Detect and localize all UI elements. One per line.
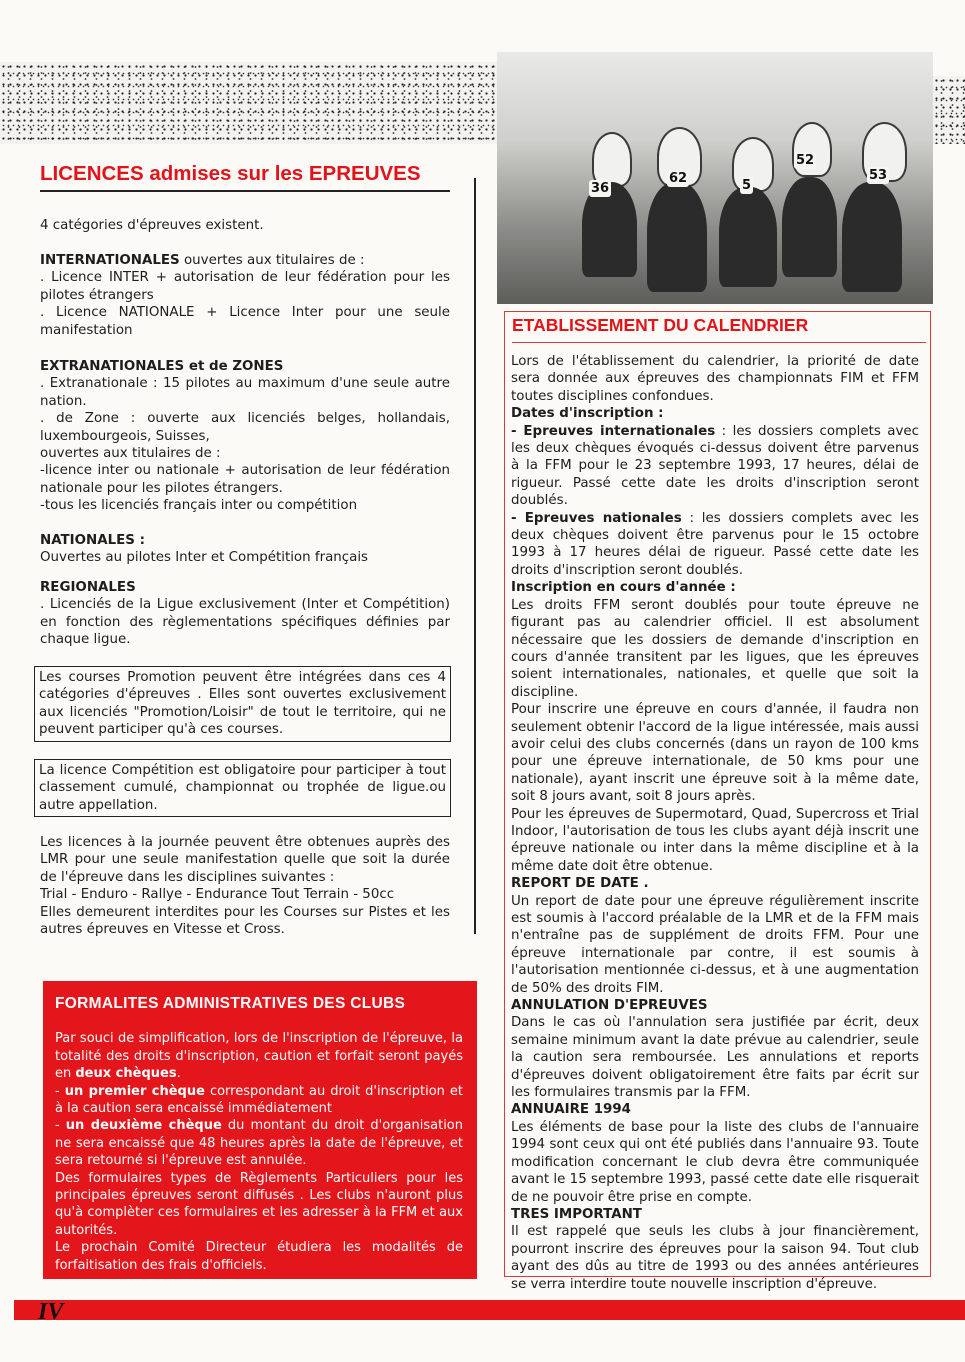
extranationales-line: -licence inter ou nationale + autorisation de leur fédération nationale pour les pilotes étrangers. [40, 463, 450, 496]
calendrier-paragraph: Dans le cas où l'annulation sera justifiée par écrit, deux semaine minimum avant la date prévue au calendrier, seule la caution sera remboursée. Les annulations et reports d'épreuves doivent obligatoirement être faits par écrit sur les formulaires transmis par la FFM. [511, 1015, 919, 1101]
competition-box: La licence Compétition est obligatoire pour participer à tout classement cumulé, championnat ou trophée de ligue.ou autre appellation. [34, 759, 451, 817]
motocross-photo [497, 52, 933, 304]
calendrier-paragraph: Lors de l'établissement du calendrier, la priorité de date sera donnée aux épreuves des championnats FIM et FFM toutes disciplines confondues. [511, 354, 919, 404]
journee-paragraph: Les licences à la journée peuvent être obtenues auprès des LMR pour une seule manifestation quelle que soit la durée de l'épreuve dans les disciplines suivantes : [40, 835, 450, 885]
formalites-text: Des formulaires types de Règlements Particuliers pour les principales épreuves seront diffusés . Les clubs n'auront plus qu'à complèter ces formulaires et les adresser à la FFM et aux autorités. [55, 1170, 463, 1238]
section-nationales [40, 532, 450, 567]
internationales-line: . Licence INTER + autorisation de leur fédération pour les pilotes étrangers [40, 270, 450, 303]
formalites-title: FORMALITES ADMINISTRATIVES DES CLUBS [55, 995, 406, 1012]
internationales-heading: INTERNATIONALES [40, 253, 180, 268]
motorcycle-figure [719, 187, 777, 287]
formalites-text: - [55, 1118, 66, 1134]
calendrier-paragraph: Pour inscrire une épreuve en cours d'année, il faudra non seulement obtenir l'accord de la ligue intéressée, mais aussi avoir celui des clubs concernés (dans un rayon de 100 kms pour une épreuve internationale, de 50 kms pour une nationale), ayant inscrit une épreuve soit à la même date, soit 8 jours avant, soit 8 jours après. [511, 702, 919, 805]
motorcycle-figure [842, 182, 902, 292]
section-extranationales [40, 358, 450, 515]
dates-heading: Dates d'inscription : [511, 406, 664, 422]
extranationales-line: . de Zone : ouverte aux licenciés belges, hollandais, luxembourgeois, Suisses, [40, 411, 450, 444]
extranationales-line: . Extranationale : 15 pilotes au maximum d'une seule autre nation. [40, 376, 450, 409]
internationales-line: . Licence NATIONALE + Licence Inter pour une seule manifestation [40, 305, 450, 338]
formalites-body [55, 1030, 463, 1274]
calendrier-paragraph: Pour les épreuves de Supermotard, Quad, Supercross et Trial Indoor, l'autorisation de tous les clubs ayant déjà inscrit une épreuve nationale ou inter dans la même discipline et à la même date doit être obtenue. [511, 806, 919, 874]
motorcycle-figure [782, 177, 837, 277]
journee-paragraph: Elles demeurent interdites pour les Courses sur Pistes et les autres épreuves en Vitesse et Cross. [40, 904, 450, 938]
page-number: IV [38, 1299, 64, 1325]
nationales-line: Ouvertes au pilotes Inter et Compétition français [40, 550, 369, 566]
calendrier-paragraph: : les dossiers complets avec les deux chèques évoqués ci-dessus doivent être parvenus à la FFM pour le 23 septembre 1993, 17 heures, délai de rigueur. Passé cette date les droits d'inscription seront doublés. [511, 423, 919, 509]
bib-number: 36 [591, 181, 610, 196]
formalites-box [43, 981, 477, 1279]
licences-title: LICENCES admises sur les EPREUVES [40, 160, 450, 192]
nationales-heading: NATIONALES : [40, 533, 145, 548]
calendrier-title: ETABLISSEMENT DU CALENDRIER [512, 312, 926, 343]
bib-number: 5 [742, 178, 752, 193]
licences-intro: 4 catégories d'épreuves existent. [40, 218, 264, 233]
cours-heading: Inscription en cours d'année : [511, 580, 736, 596]
promotion-box: Les courses Promotion peuvent être intégrées dans ces 4 catégories d'épreuves . Elles sont ouvertes exclusivement aux licenciés "Promotion/Loisir" de tout le territoire, qui ne peuvent participer qu'à ces courses. [34, 666, 451, 742]
extranationales-heading: EXTRANATIONALES et de ZONES [40, 359, 284, 374]
annuaire-heading: ANNUAIRE 1994 [511, 1102, 631, 1118]
important-heading: TRES IMPORTANT [511, 1206, 642, 1222]
section-internationales [40, 252, 450, 339]
footer-bar [14, 1300, 965, 1320]
regionales-heading: REGIONALES [40, 580, 136, 595]
speckle-pattern-left [0, 62, 497, 144]
formalites-text: - [55, 1083, 65, 1099]
motorcycle-figure [647, 182, 707, 292]
calendrier-paragraph: Les droits FFM seront doublés pour toute épreuve ne figurant pas au calendrier officiel. Il est absolument nécessaire que les dossiers de demande d'inscription en cours d'année transitent par les ligues, que les épreuves soient internationales, nationales, et quelle que soit la discipline. [511, 597, 919, 700]
rider-figure [592, 132, 632, 187]
intl-label: - Epreuves internationales [511, 423, 716, 439]
formalites-text: . [176, 1066, 181, 1082]
bib-number: 52 [796, 153, 815, 168]
calendrier-paragraph: Il est rappelé que seuls les clubs à jour financièrement, pourront inscrire des épreuves pour la saison 94. Tout club ayant des dûs au titre de 1993 ou des années antérieures se verra interdire toute nouvelle inscription d'épreuve. [511, 1224, 919, 1292]
formalites-text: Le prochain Comité Directeur étudiera les modalités de forfaitisation des frais d'officiels. [55, 1240, 463, 1273]
calendrier-body [511, 353, 919, 1293]
journee-disciplines: Trial - Enduro - Rallye - Endurance Tout Terrain - 50cc [40, 887, 395, 903]
report-heading: REPORT DE DATE . [511, 876, 649, 892]
formalites-text: du montant du droit d'organisation ne sera encaissé que 48 heures après la date de l'épreuve, et sera retourné si l'épreuve est annulée. [55, 1118, 464, 1169]
formalites-text: Par souci de simplification, lors de l'inscription de l'épreuve, la totalité des droits d'inscription, caution et forfait seront payés en [55, 1031, 463, 1082]
formalites-emphasis: un deuxième chèque [65, 1118, 222, 1134]
section-regionales [40, 579, 450, 649]
formalites-text: correspondant au droit d'inscription et à la caution sera encaissé immédiatement [55, 1083, 463, 1117]
calendrier-paragraph: Les éléments de base pour la liste des clubs de l'annuaire 1994 sont ceux qui ont été publiés dans l'annuaire 93. Toute modification concernant le club devra être communiquée avant le 15 septembre 1993, passé cette date elle risquerait de ne pouvoir être prise en compte. [511, 1119, 919, 1205]
section-licence-journee [40, 834, 450, 938]
speckle-pattern-right [933, 76, 965, 144]
nat-label: - Epreuves nationales [511, 510, 682, 526]
formalites-emphasis: un premier chèque [64, 1083, 205, 1099]
internationales-heading-suffix: ouvertes aux titulaires de : [179, 253, 365, 268]
formalites-emphasis: deux chèques [75, 1066, 177, 1082]
annulation-heading: ANNULATION D'EPREUVES [511, 998, 708, 1014]
bib-number: 62 [669, 171, 688, 186]
bib-number: 53 [869, 168, 888, 183]
extranationales-line: -tous les licenciés français inter ou compétition [40, 498, 358, 514]
extranationales-line: ouvertes aux titulaires de : [40, 446, 221, 462]
column-divider [474, 178, 476, 934]
regionales-line: . Licenciés de la Ligue exclusivement (Inter et Compétition) en fonction des règlementations spécifiques définies par chaque ligue. [40, 597, 450, 648]
calendrier-paragraph: : les dossiers complets avec les deux chèques doivent être parvenus pour le 15 octobre 1993 à 17 heures délai de rigueur. Passé cette date les droits d'inscription seront doublés. [511, 510, 919, 578]
calendrier-paragraph: Un report de date pour une épreuve régulièrement inscrite est soumis à l'accord préalable de la LMR et de la FFM mais n'entraîne pas de supplément de droits FFM. Pour une épreuve internationale par contre, il est soumis à l'autorisation mentionnée ci-dessus, et à une augmentation de 50% des droits FIM. [511, 893, 919, 996]
